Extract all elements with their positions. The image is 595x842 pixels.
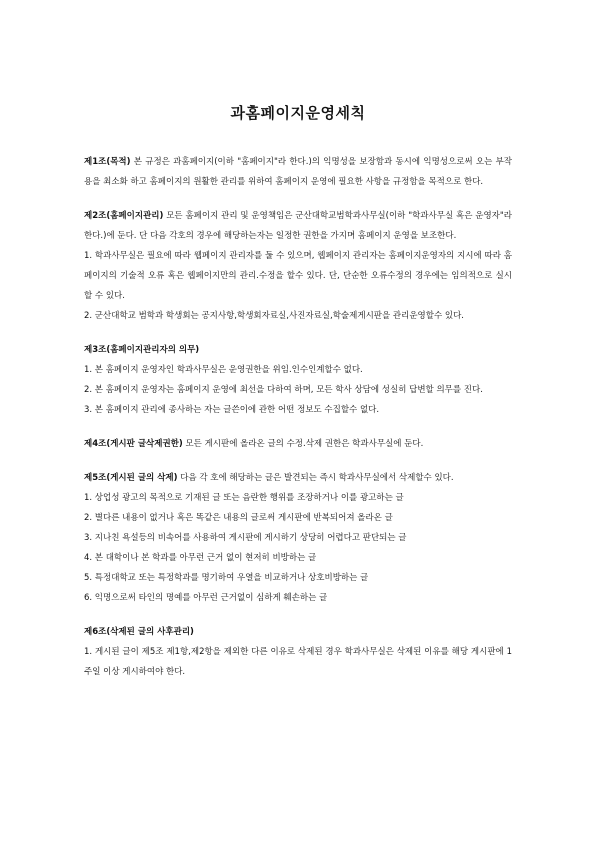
article-5-item-5: 5. 특정대학교 또는 특정학과를 명기하여 우열을 비교하거나 상호비방하는 글 <box>84 573 369 583</box>
article-3-item-2: 2. 본 홈페이지 운영자는 홈페이지 운영에 최선을 다하여 하며, 모든 학사 상담에 성실히 답변할 의무를 진다. <box>84 385 483 395</box>
article-4-heading: 제4조(게시판 글삭제권한) <box>84 439 183 449</box>
article-4-lead <box>84 434 512 454</box>
article-1 <box>84 152 512 192</box>
article-5-item-1: 1. 상업성 광고의 목적으로 기재된 글 또는 음란한 행위를 조장하거나 이를 광고하는 글 <box>84 493 404 503</box>
article-4 <box>84 434 512 454</box>
article-1-text: 본 규정은 과홈페이지(이하 "홈페이지"라 한다.)의 익명성을 보장함과 동시에 익명성으로써 오는 부작용을 최소화 하고 홈페이지의 원활한 관리를 위하여 홈페이지 운영에 필요한 사항을 규정함을 목적으로 한다. <box>84 157 512 187</box>
article-2-item-1: 1. 학과사무실은 필요에 따라 웹페이지 관리자를 둘 수 있으며, 웹페이지 관리자는 홈페이지운영자의 지시에 따라 홈페이지의 기술적 오류 혹은 웹페이지만의 관리.수정을 할수 있다. 단, 단순한 오류수정의 경우에는 임의적으로 실시할 수 있다. <box>84 251 512 301</box>
article-2-text: 모든 홈페이지 관리 및 운영책임은 군산대학교범학과사무실(이하 "학과사무실 혹은 운영자"라 한다.)에 둔다. 단 다음 각호의 경우에 해당하는자는 일정한 권한을 가지며 홈페이지 운영을 보조한다. <box>84 211 512 241</box>
article-6-heading: 제6조(삭제된 글의 사후관리) <box>84 627 194 637</box>
article-3-item-1: 1. 본 홈페이지 운영자인 학과사무실은 운영권한을 위임.인수인계할수 없다. <box>84 365 363 375</box>
article-3-lead <box>84 340 512 360</box>
article-5-lead <box>84 468 512 488</box>
article-2-item-2: 2. 군산대학교 범학과 학생회는 공지사항,학생회자료실,사진자료실,학술제게시판을 관리운영할수 있다. <box>84 311 464 321</box>
article-5-item-3: 3. 지나친 욕설등의 비속어를 사용하여 게시판에 게시하기 상당히 어렵다고 판단되는 글 <box>84 533 407 543</box>
article-2 <box>84 206 512 326</box>
article-2-lead <box>84 206 512 246</box>
article-1-heading: 제1조(목적) <box>84 157 131 167</box>
document-body <box>84 152 512 696</box>
article-5-text: 다음 각 호에 해당하는 글은 발견되는 즉시 학과사무실에서 삭제할수 있다. <box>177 473 454 483</box>
article-1-lead <box>84 152 512 192</box>
article-5-heading: 제5조(게시된 글의 삭제) <box>84 473 178 483</box>
article-4-text: 모든 게시판에 올라온 글의 수정.삭제 권한은 학과사무실에 둔다. <box>182 439 424 449</box>
article-6 <box>84 622 512 682</box>
article-6-lead <box>84 622 512 642</box>
article-3-heading: 제3조(홈페이지관리자의 의무) <box>84 345 200 355</box>
article-5-item-6: 6. 익명으로써 타인의 명예를 아무런 근거없이 심하게 훼손하는 글 <box>84 593 328 603</box>
article-2-heading: 제2조(홈페이지관리) <box>84 211 164 221</box>
article-3-item-3: 3. 본 홈페이지 관리에 종사하는 자는 글쓴이에 관한 어떤 정보도 수집할수 없다. <box>84 405 380 415</box>
article-5-item-2: 2. 별다른 내용이 없거나 혹은 똑같은 내용의 글로써 게시판에 반복되어져 올라온 글 <box>84 513 393 523</box>
article-5 <box>84 468 512 608</box>
article-5-item-4: 4. 본 대학이나 본 학과를 아무런 근거 없이 현저히 비방하는 글 <box>84 553 317 563</box>
article-6-item-1: 1. 게시된 글이 제5조 제1항,제2항을 제외한 다른 이유로 삭제된 경우 학과사무실은 삭제된 이유를 해당 게시판에 1주일 이상 게시하여야 한다. <box>84 647 512 677</box>
document-title: 과홈페이지운영세칙 <box>230 104 366 122</box>
article-3 <box>84 340 512 420</box>
